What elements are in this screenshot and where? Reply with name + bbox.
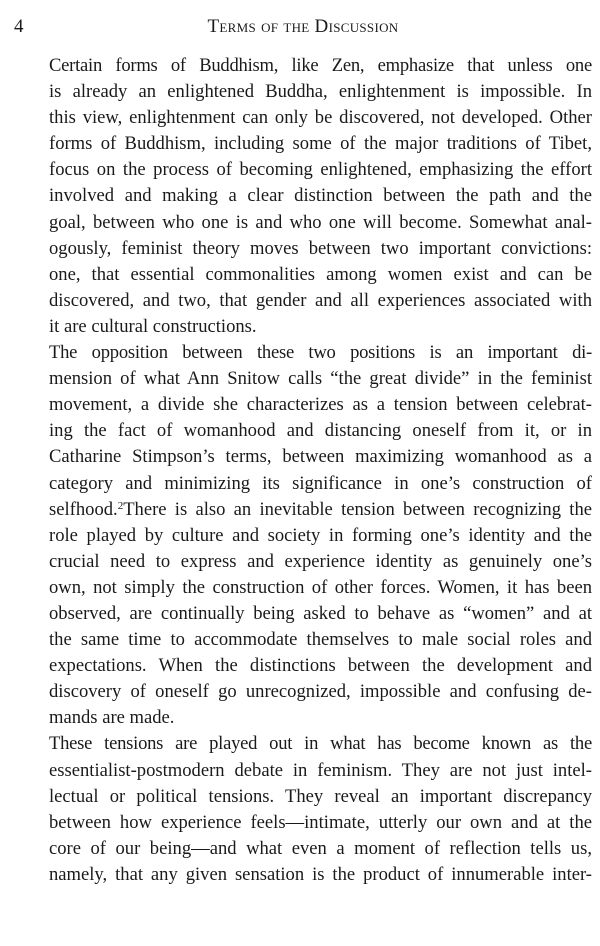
paragraph-3: [14, 731, 592, 888]
text-line: role played by culture and society in forming one’s identity and the: [49, 524, 592, 546]
paragraph-1: [14, 53, 592, 340]
text-line: crucial need to express and experience identity as genuinely one’s: [49, 550, 592, 572]
text-line: focus on the process of becoming enlightened, emphasizing the effort: [49, 159, 592, 181]
text-line: own, not simply the construction of other forces. Women, it has been: [49, 576, 592, 598]
text-line: between how experience feels—intimate, utterly our own and at the: [49, 811, 592, 833]
text-line: The opposition between these two positions is an important di-: [49, 342, 592, 364]
text-line: discovery of oneself go unrecognized, impossible and confusing de-: [49, 681, 592, 703]
text-line: namely, that any given sensation is the product of innumerable inter-: [49, 863, 592, 885]
text-line: is already an enlightened Buddha, enlightenment is impossible. In: [49, 81, 592, 103]
text-line: one, that essential commonalities among women exist and can be: [49, 263, 592, 285]
text-line: goal, between who one is and who one will become. Somewhat anal-: [49, 211, 592, 233]
running-head: [14, 14, 592, 40]
text-line: discovered, and two, that gender and all experiences associated with: [49, 289, 592, 311]
text-line: These tensions are played out in what has become known as the: [49, 733, 592, 755]
text-line: essentialist-postmodern debate in feminism. They are not just intel-: [49, 759, 592, 781]
paragraph-2: [14, 340, 592, 731]
text-line: it are cultural constructions.: [49, 315, 257, 337]
book-page: [14, 0, 592, 946]
text-line: the same time to accommodate themselves to male social roles and: [49, 629, 592, 651]
text-segment: There is also an inevitable tension between recognizing the: [123, 498, 592, 520]
page-number: 4: [14, 16, 24, 37]
text-line: mands are made.: [49, 707, 175, 729]
text-line: lectual or political tensions. They reveal an important discrepancy: [49, 785, 592, 807]
text-line: involved and making a clear distinction between the path and the: [49, 185, 592, 207]
text-line: category and minimizing its significance in one’s construction of: [49, 472, 592, 494]
text-line: Certain forms of Buddhism, like Zen, emphasize that unless one: [49, 55, 592, 76]
running-title: Terms of the Discussion: [207, 16, 399, 37]
footnote-ref[interactable]: 2: [117, 499, 124, 512]
text-line: movement, a divide she characterizes as a tension between celebrat-: [49, 394, 592, 416]
text-line: ogously, feminist theory moves between two important convictions:: [49, 237, 592, 259]
text-line: observed, are continually being asked to behave as “women” and at: [49, 602, 592, 624]
text-line: forms of Buddhism, including some of the major traditions of Tibet,: [49, 133, 592, 155]
text-line: ing the fact of womanhood and distancing oneself from it, or in: [49, 420, 592, 442]
text-line-with-footnote: [14, 497, 592, 523]
text-line: expectations. When the distinctions between the development and: [49, 655, 592, 677]
text-line: Catharine Stimpson’s terms, between maximizing womanhood as a: [49, 446, 592, 468]
text-line: core of our being—and what even a moment of reflection tells us,: [49, 837, 592, 859]
text-line: mension of what Ann Snitow calls “the great divide” in the feminist: [49, 368, 592, 390]
body-text: [14, 53, 592, 888]
text-segment: selfhood.: [49, 498, 118, 520]
text-line: this view, enlightenment can only be discovered, not developed. Other: [49, 107, 592, 129]
